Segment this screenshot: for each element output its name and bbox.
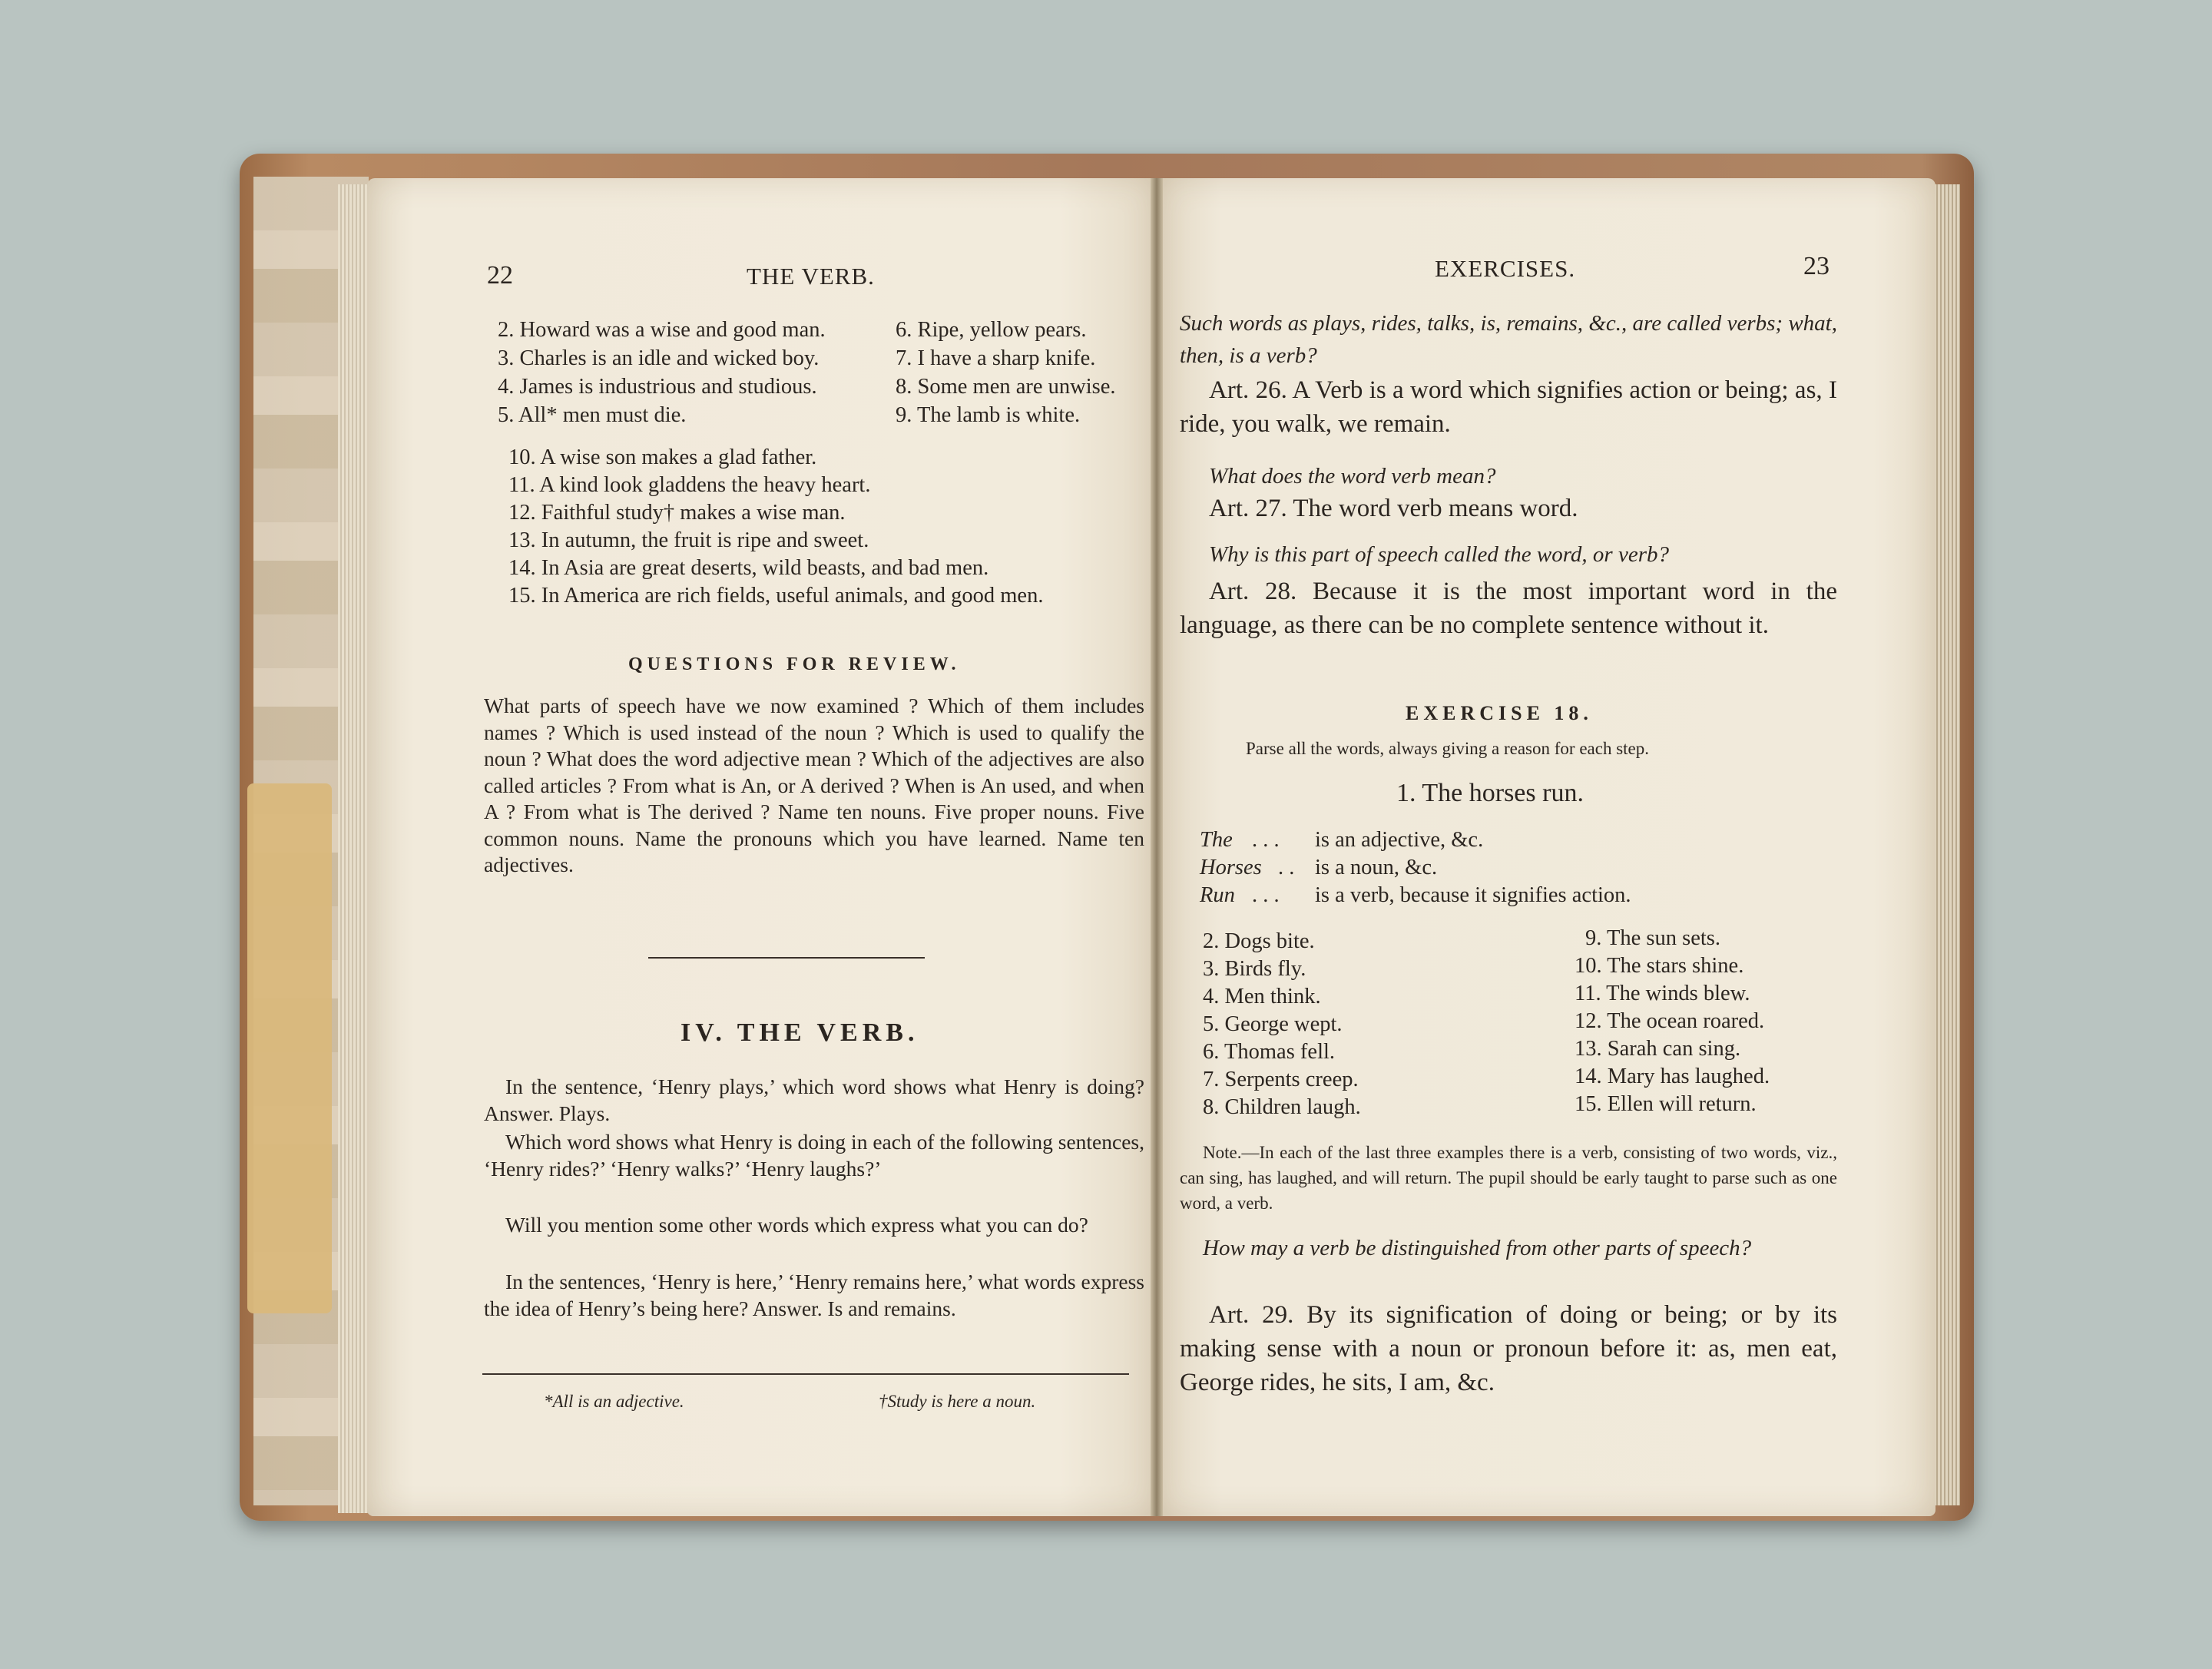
footnote: †Study is here a noun. — [879, 1392, 1036, 1411]
list-item: 10. The stars shine. — [1575, 954, 1744, 978]
book-gutter — [1151, 178, 1163, 1516]
list-item: 11. A kind look gladdens the heavy heart. — [508, 473, 871, 497]
right-page-edges — [1934, 184, 1960, 1505]
note: Note.—In each of the last three examples there is a verb, consisting of two words, viz., can sing, has laughed, and will return. The pupil should be early taught to parse such as one word, a verb. — [1180, 1143, 1837, 1213]
section-divider — [648, 957, 925, 959]
list-item: 3. Birds fly. — [1203, 957, 1306, 981]
parse-word: Horses — [1200, 856, 1262, 879]
list-item: 4. Men think. — [1203, 985, 1321, 1008]
paragraph: Which word shows what Henry is doing in each of the following sentences, ‘Henry rides?’ ‘Henry walks?’ ‘Henry laughs?’ — [484, 1130, 1144, 1181]
parse-explanation: is an adjective, &c. — [1315, 828, 1484, 852]
list-item: 2. Dogs bite. — [1203, 929, 1315, 953]
parse-word: Run — [1200, 883, 1235, 907]
parse-dots: . . . — [1252, 828, 1280, 852]
running-head-left: THE VERB. — [747, 263, 875, 290]
list-item: 6. Thomas fell. — [1203, 1040, 1336, 1064]
question: How may a verb be distinguished from other parts of speech? — [1203, 1236, 1752, 1260]
parse-explanation: is a verb, because it signifies action. — [1315, 883, 1631, 907]
footnote-rule — [482, 1373, 1129, 1375]
article-28: Art. 28. Because it is the most important word in the language, as there can be no complete sentence without it. — [1180, 578, 1837, 639]
list-item: 5. George wept. — [1203, 1012, 1343, 1036]
review-heading: QUESTIONS FOR REVIEW. — [628, 654, 961, 674]
list-item: 7. I have a sharp knife. — [896, 346, 1096, 370]
list-item: 9. The lamb is white. — [896, 403, 1081, 427]
list-item: 11. The winds blew. — [1575, 982, 1750, 1005]
parse-dots: . . . — [1252, 883, 1280, 907]
question: What does the word verb mean? — [1209, 464, 1496, 488]
list-item: 14. In Asia are great deserts, wild beasts, and bad men. — [508, 556, 989, 580]
list-item: 13. In autumn, the fruit is ripe and sweet. — [508, 528, 869, 552]
page-number-right: 23 — [1803, 252, 1830, 280]
list-item: 4. James is industrious and studious. — [498, 375, 817, 399]
question: Why is this part of speech called the word, or verb? — [1209, 542, 1669, 567]
list-item: 13. Sarah can sing. — [1575, 1037, 1741, 1061]
footnote: *All is an adjective. — [544, 1392, 684, 1411]
list-item: 5. All* men must die. — [498, 403, 687, 427]
article-26: Art. 26. A Verb is a word which signifies action or being; as, I ride, you walk, we remain. — [1180, 376, 1837, 438]
list-item: 12. The ocean roared. — [1575, 1009, 1765, 1033]
list-item: 6. Ripe, yellow pears. — [896, 318, 1087, 342]
list-item: 8. Some men are unwise. — [896, 375, 1116, 399]
tape-repair — [247, 783, 332, 1313]
exercise-heading: EXERCISE 18. — [1406, 702, 1593, 724]
list-item: 15. Ellen will return. — [1575, 1092, 1757, 1116]
paragraph: In the sentence, ‘Henry plays,’ which word shows what Henry is doing? Answer. Plays. — [484, 1075, 1144, 1125]
parse-dots: . . — [1278, 856, 1295, 879]
paragraph: In the sentences, ‘Henry is here,’ ‘Henry remains here,’ what words express the idea of Henry’s being here? Answer. Is and remains. — [484, 1270, 1144, 1320]
parse-explanation: is a noun, &c. — [1315, 856, 1438, 879]
left-page-edges — [338, 184, 370, 1513]
list-item: 14. Mary has laughed. — [1575, 1065, 1770, 1088]
list-item: 2. Howard was a wise and good man. — [498, 318, 826, 342]
paragraph: Will you mention some other words which express what you can do? — [505, 1213, 1088, 1237]
list-item: 15. In America are rich fields, useful animals, and good men. — [508, 584, 1044, 608]
section-heading: IV. THE VERB. — [680, 1018, 919, 1047]
list-item: 9. The sun sets. — [1585, 926, 1721, 950]
article-29: Art. 29. By its signification of doing or being; or by its making sense with a noun or pronoun before it: as, men eat, George rides, he sits, I am, &c. — [1180, 1301, 1837, 1396]
page-number-left: 22 — [487, 261, 513, 290]
review-text: What parts of speech have we now examined ? Which of them includes names ? Which is used instead of the noun ? Which is used to qualify the noun ? What does the word adjective mean ? Which of the adjectives are also called articles ? From what is An, or A derived ? When is An used, and when A ? From what is The derived ? Name ten nouns. Five proper nouns. Five common nouns. Name the pronouns which you have learned. Name ten adjectives. — [484, 694, 1144, 876]
list-item: 12. Faithful study† makes a wise man. — [508, 501, 846, 525]
running-head-right: EXERCISES. — [1435, 255, 1576, 282]
list-item: 10. A wise son makes a glad father. — [508, 445, 817, 469]
list-item: 7. Serpents creep. — [1203, 1068, 1359, 1091]
example-sentence: 1. The horses run. — [1396, 779, 1584, 807]
parse-word: The — [1200, 828, 1233, 852]
article-27: Art. 27. The word verb means word. — [1209, 495, 1578, 522]
exercise-instruction: Parse all the words, always giving a reason for each step. — [1246, 739, 1650, 758]
list-item: 8. Children laugh. — [1203, 1095, 1361, 1119]
question: Such words as plays, rides, talks, is, remains, &c., are called verbs; what, then, is a verb? — [1180, 311, 1837, 368]
list-item: 3. Charles is an idle and wicked boy. — [498, 346, 820, 370]
